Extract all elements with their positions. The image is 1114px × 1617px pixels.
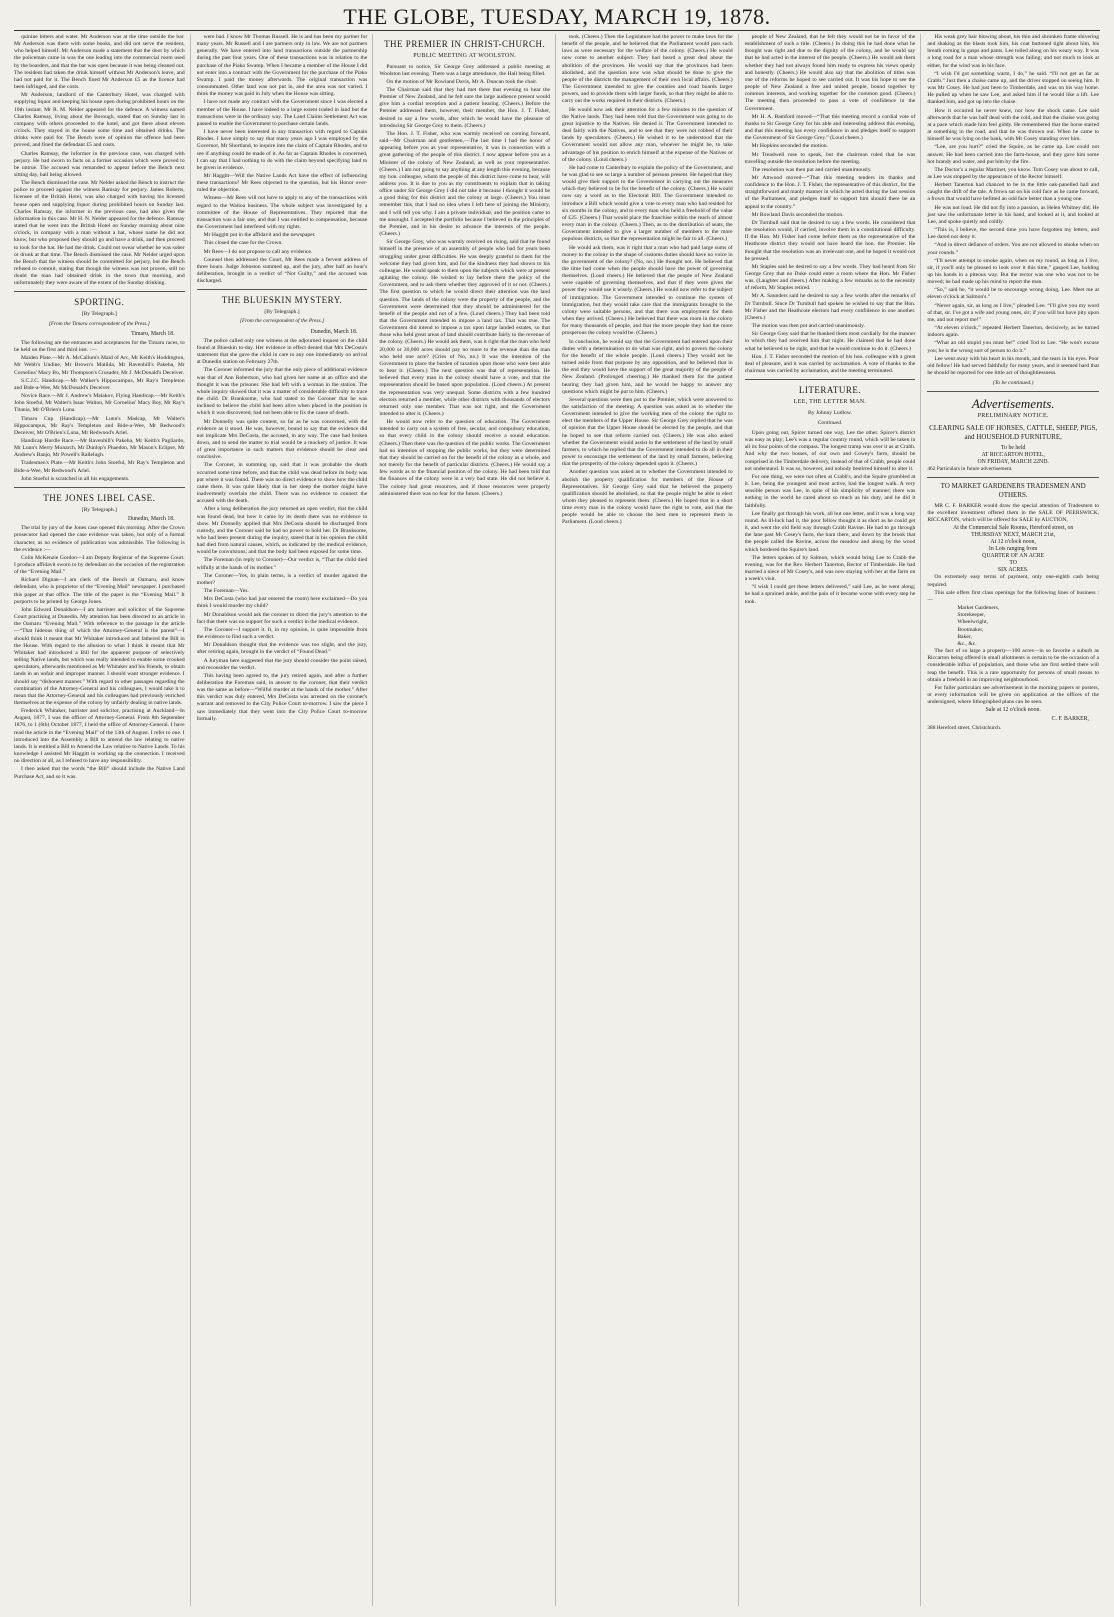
paragraph: The resolution was then put and carried unanimously. <box>751 166 872 173</box>
paragraph: The Bench dismissed the case. Mr Nelder asked the Bench to instruct the police to proceed against the witness Ramsay for perjury. James Roberts, licensee of the British Hotel, was also charged with having his licensed house open and supplying liquor during prohibited hours on Sunday last. Charles Ramsay, the informer in the previous case, had also given the information in this case. Mr H. N. Nelder appeared for the defence. Ramsay stated that he went into the British Hotel on Sunday morning about nine o'clock, in company with a man without a hat, whose name he did not know, but who proposed they should go and have a drink, and then proceed to look for the hat. He had the drink. Could not swear whether he was sober or drunk at that time. The Bench dismissed the case. Mr Nelder urged upon the Bench that the witness should be committed for perjury, but the Bench refused to commit, stating that though the witness was not proven, still no doubt the man had obtained drink in the town that morning, and unfortunately they were aware of the extent of the Sunday drinking. <box>14 180 185 287</box>
column-5 <box>745 34 922 1606</box>
section-rule <box>745 379 916 380</box>
paragraph: Lee went away with his heart in his mouth, and the tears in his eyes. Poor old fellow! He had served faithfully for many years, and it seemed hard that he should be reported for one little act of thoughtlessness. <box>927 355 1099 377</box>
section-subheading: PUBLIC MEETING AT WOOLSTON. <box>413 53 517 59</box>
paragraph: John Stoeful is scratched in all his engagements. <box>21 475 130 482</box>
paragraph: Dr Turnbull said that he desired to say a few words. He considered that the resolution would, if carried, involve them in a constitutional difficulty. If the Hon. Mr Fisher had come before them as the representative of the Heathcote district they would not have heard the hon. the Premier. He thought that the resolution was an irrelevant one, and he hoped it would not be pressed. <box>744 219 916 262</box>
paragraph: The fact of so large a property—100 acres—in so favorite a suburb as Riccarton being offered in small allotments is certain to be the occasion of a considerable influx of population, and those who are first settled there will reap the benefit. This is a rare opportunity for persons of small means to obtain a freehold in an improving neighbourhood. <box>927 648 1099 683</box>
paragraph: Hon. J. T. Fisher seconded the motion of his hon. colleague with a great deal of pleasure, and it was carried by acclamation. A vote of thanks to the chairman was carried by acclamation, and the meeting terminated. <box>744 353 916 375</box>
column-3 <box>379 34 556 1606</box>
paragraph: took. (Cheers.) Then the Legislature had the power to make laws for the benefit of the people, and he believed that the Parliament would pass such laws as were necessary for the welfare of the colony. (Cheers.) He would now come to another subject. They had heard a great deal about the abolition of the provinces. He would say that the provinces had been abolished, and the question now was what should be done to give the people of the districts the management of their own local affairs. (Cheers.) The Government intended to give the counties and road boards larger powers, and to provide them with larger funds, so that they might be able to carry out the works required in their districts. (Cheers.) <box>562 34 733 105</box>
paragraph: “Lee, are you hurt?” cried the Squire, as he came up. Lee could not answer. He had been carried into the farm-house, and they gave him some hot brandy and water, and put him by the fire. <box>927 144 1099 165</box>
column-4 <box>562 34 739 1606</box>
paragraph: people of New Zealand, that he felt they would not be in favor of the establishment of such a title. (Cheers.) In doing this he had done what he thought was right and due to the dignity of the colony, and he would say that he had acted in the interest of the people. (Cheers.) He would ask them whether they had not always found him ready to express his views openly and honestly. (Cheers.) He would also say that the abolition of titles was one of the reforms he hoped to see carried out. It was his hope to see the people of New Zealand a free and united people, bound together by common interests, and working together for the common good. (Cheers.) The meeting then proceeded to pass a vote of confidence in the Government. <box>744 34 916 112</box>
paragraph: Mr Haggitt—Will the Native Lands Act have the effect of influencing these transactions? Mr Rees objected to the question, but his Honor over-ruled the objection. <box>196 172 368 194</box>
paragraph: The police called only one witness at the adjourned inquest on the child found at Blueskin to-day. Her evidence in effect denied that Mrs DeCosta's statement that she gave the child in care to any one immediately on arrival at Dunedin station on February 27th. <box>196 337 368 366</box>
paragraph: The Coroner informed the jury that the only piece of additional evidence was that of Ann Robertson, who had given her name at an office and she thought it was the prisoner. She had left with a woman in the station. The whole inquiry showed that it was a matter of considerable difficulty to trace the child. Dr Branksome, who had stated to the Coroner that he was inclined to believe the child had been alive when placed in the position in which it was discovered, had not been able to fix the cause of death. <box>196 367 368 417</box>
paragraph: The Hon. J. T. Fisher, who was warmly received on coming forward, said—Mr Chairman and gentlemen,—The last time I had the honor of appearing before you as your representative, it was in connection with a great gathering of the people of this district. I now appear before you as a Minister of the colony of New Zealand, as well as your representative. (Cheers.) I am not going to say anything at any length this evening, because my hon. colleague, whom the people of this district have come to hear, will address you. It is due to you as my constituents to explain that in taking office under Sir George Grey I did not take it because I thought it would be a good thing for this district and the colony at large. (Cheers.) You must remember this, that I had no idea when I left here of joining the Ministry, and I will tell you why. I am a private individual, and the position came to me unsought. I accepted the portfolio because I believed in the principles of the Premier, and in his desire to advance the interests of the people. (Cheers.) <box>379 130 550 238</box>
paragraph: Counsel then addressed the Court, Mr Rees made a fervent address of three hours. Judge Johnston summed up, and the jury, after half an hour's deliberation, brought in a verdict of “Not Guilty,” and the accused was discharged. <box>196 256 368 285</box>
paragraph: Several questions were then put to the Premier, which were answered to the satisfaction of the meeting. A question was asked as to whether the Government intended to give the working men of the colony the right to elect the members of the Upper House. Sir George Grey replied that he was of opinion that the Upper House should be elected by the people, and that he hoped to see that reform carried out. (Cheers.) He was also asked whether the Government would assist in the settlement of the land by small farmers, to which he replied that the Government intended to do all in their power to encourage the settlement of the land by small farmers, believing that the prosperity of the colony depended upon it. (Cheers.) <box>562 396 733 468</box>
paragraph: Charles Ramsay, the informer in the previous case, was charged with perjury. He had sworn to facts on a former occasion which were proved to be untrue. The accused was remanded to appear before the Bench next sitting day, bail being allowed. <box>14 150 185 178</box>
paragraph: After a long deliberation the jury returned an open verdict, that the child was found dead, but how it came by its death there was no evidence to show. Mr Donnelly applied that Mrs DeCosta should be discharged from custody, and the Coroner said he had no power to hold her. Dr Branksome, who had been present during the inquiry, stated that in his opinion the child had died from natural causes, which, as indicated by the medical evidence, would be convulsions; and that the body had been exposed for some time. <box>196 506 368 556</box>
paragraph: Frederick Whitaker, barrister and solicitor, practising at Auckland—In August, 1877, I was the officer of Attorney-General. From 8th September 1876, to 1 (6th) October 1877, I held the office of Attorney-General. I have read the article in the “Evening Mail” of the 13th of August. I refer to one. I introduced into the Assembly a Bill to amend the law relating to native lands. It is entitled a Bill to Amend the Law relative to Native Lands. To his knowledge I assisted Mr Haggitt in working up the connection. I received no direction at all, as I refused to have any responsibility. <box>14 708 185 765</box>
correspondent-note: [From the correspondent of the Press.] <box>239 318 325 325</box>
paragraph: He had come to Canterbury to explain the policy of the Government, and he was glad to see so large a number of persons present. He hoped that they would give their support to the Government in carrying out the measures which they believed to be for the benefit of the colony. (Cheers.) He would now say a word as to the Electoral Bill. The Government intended to introduce a Bill which would give a vote to every man who had resided for six months in the colony, and to every man who held a freehold of the value of £25. (Cheers.) That would place the franchise within the reach of almost every man in the colony. (Cheers.) Then, as to the distribution of seats, the Government intended to give a larger number of members to the more populous districts, so that the representation might be fair to all. (Cheers.) <box>562 164 733 243</box>
ad-line: ON FRIDAY, MARCH 22ND. <box>977 458 1049 465</box>
ad-line: TO <box>1009 560 1017 567</box>
ad-line: Sale at 12 o'clock noon. <box>985 707 1041 714</box>
paragraph: S.C.J.C. Handicap.—Mr Walker's Hippocampus, Mr Ray's Templeton and Bide-a-Wee, Mr McDonald's Deceiver. <box>14 377 185 391</box>
page-columns <box>14 34 1104 1606</box>
ad-clearing-sale-heading: CLEARING SALE OF HORSES, CATTLE, SHEEP, PIGS, and HOUSEHOLD FURNITURE, <box>929 423 1098 441</box>
ad-line: AT RICCARTON HOTEL, <box>981 451 1045 458</box>
paragraph: “What an old stupid you must be!” cried Tod to Lee. “He won't excuse you; he is the wrong sort of person to do it.” <box>927 340 1099 354</box>
section-heading-premier: THE PREMIER IN CHRIST-CHURCH. <box>384 39 546 49</box>
list-item: Market Gardeners, <box>957 605 1000 612</box>
paragraph: Tradesmen's Plate.—Mr Keith's John Stoeful, Mr Ray's Templeton and Bide-a-Wee, Mr Redwood's Ariel. <box>14 460 185 474</box>
paragraph: I have never been interested in any transaction with regard to Captain Rhodes. I have simply to say that many years ago I was employed by the Governor, Mr Shortland, to inquire into the claim of Captain Rhodes, and to see if anything could be made of it. As far as Captain Rhodes is concerned, I can say that I had nothing to do with the claim beyond specifying land to be given in evidence. <box>196 129 368 171</box>
paragraph: A Juryman here suggested that the jury should consider the point raised, and reconsider the verdict. <box>196 657 368 671</box>
paragraph: “Never again, sir, as long as I live,” pleaded Lee. “I'll give you my word of that, sir. I've got a wife and young ones, sir; if you will but have pity upon me, and not report me!” <box>927 302 1099 323</box>
section-heading-blueskin-mystery: THE BLUESKIN MYSTERY. <box>221 295 343 306</box>
telegraph-byline: [By Telegraph.] <box>81 506 117 513</box>
paragraph: Mrs DeCosta (who had just entered the room) here exclaimed—Do you think I would murder my child? <box>196 596 368 610</box>
paragraph: Mr Hopkins seconded the motion. <box>751 143 828 150</box>
telegraph-byline: [By Telegraph.] <box>264 309 300 316</box>
paragraph: “I'll never attempt to smoke again, when on my round, as long as I live, sir, if you'll only be pleased to look over it this time,” gasped Lee, holding up his hands in a piteous way. But the rector was one who was not to be moved; he had made up his mind to report the man. <box>927 257 1099 286</box>
preliminary-notice: PRELIMINARY NOTICE. <box>977 413 1049 420</box>
paragraph: “I wish I'd got something warm, I do,” he said. “I'll not get as far as Crabb.” Just then a chaise came up, and the driver stopped on seeing him. It was Mr Cosey. He had just been to Timberdale, and was on his way home. He pulled up when he saw Lee, and asked him if he would like a lift. Lee thanked him, and got up into the chaise. <box>927 70 1099 106</box>
paragraph: For one thing, we were not often at Crabb's, and the Squire grumbled at it. Lee, being the youngest and most active, had the longest walk. A very sensible person was Lee, in spite of his simplicity of manner; there was nothing in the world he cared about so much as his duty, and he did it faithfully. <box>744 473 916 509</box>
paragraph: On extremely easy terms of payment, only one-eighth cash being required. <box>927 574 1099 588</box>
paragraph: Mr A. Saunders said he desired to say a few words after the remarks of Dr Turnbull. Since Dr Turnbull had spoken he wished to say that the Hon. Mr Fisher and the Heathcote electors had every confidence in one another. (Cheers.) <box>744 293 916 321</box>
ad-line: At the Commercial Sale Rooms, Hereford street, on <box>953 525 1074 532</box>
paragraph: Mr Donaldson would ask the coroner to direct the jury’s attention to the fact that there was no support for such a verdict in the medical evidence. <box>196 611 368 625</box>
paragraph: Mr H. A. Bamford moved—“That this meeting record a cordial vote of thanks to Sir George Grey for his able and interesting address this evening, and that this meeting has every confidence in and pledges itself to support the Government of Sir George Grey.” (Loud cheers.) <box>744 113 916 142</box>
paragraph: This closed the case for the Crown. <box>203 240 283 247</box>
telegraph-byline: [By Telegraph.] <box>81 311 117 318</box>
paragraph: Pursuant to notice, Sir George Grey addressed a public meeting at Woolston last evening. There was a large attendance, the Hall being filled. <box>379 63 550 77</box>
continued-note: Continued. <box>817 419 843 426</box>
paragraph: The Coroner—I support it. It, in my opinion, is quite impossible from the evidence to find such a verdict. <box>196 626 368 641</box>
paragraph: The Coroner, in summing up, said that it was probable the death occurred some time before, and that the child was dead before its body was put where it was found. There was no direct evidence to show how the child came there. It was quite likely that in her sleep the mother might have inadvertently overlain the child. There was no evidence to connect the accused with the death. <box>196 462 368 505</box>
paragraph: He would ask them, was it right that a man who had paid large sums of money to the colony in the shape of customs duties should have no voice in the government of the colony? (No, no.) He thought not. He believed that the time had come when the people should have the power of governing themselves. (Loud cheers.) He believed that the people of New Zealand were capable of governing themselves, and that if they were given the power they would use it wisely. (Cheers.) He would now refer to the subject of immigration. The Government intended to continue the system of immigration, but they would take care that the immigrants brought to the colony were suitable persons, and that there was employment for them when they arrived. (Cheers.) He believed that there was room in the colony for many thousands of people, and that the more people they had the more prosperous the colony would be. (Cheers.) <box>562 244 733 337</box>
paragraph: He would now ask their attention for a few minutes to the question of the Native lands. They had been told that the Government was going to do great injustice to the Natives. He denied it. The Government intended to deal fairly with the Natives, and to see that they were not robbed of their lands by speculators. (Cheers.) He wished it to be understood that the Government would not allow any man, whoever he might be, to take advantage of his position to enrich himself at the expense of the Natives or of the colony. (Loud cheers.) <box>562 106 733 163</box>
paragraph: The trial by jury of the Jones case opened this morning. After the Crown prosecutor had opened the case evidence was taken, but only of a formal character, as no evidence of publication was admissible. The following is the evidence :— <box>14 525 185 553</box>
paragraph: Sir George Grey said that he thanked them most cordially for the manner in which they had received him that night. He claimed that he had done what he believed to be right, and that he would continue to do it. (Cheers.) <box>744 331 916 352</box>
column-6 <box>927 34 1104 1606</box>
paragraph: Mr Treadwell rose to speak, but the chairman ruled that he was travelling outside the resolution before the meeting. <box>744 151 916 165</box>
paragraph: Mr Donaldson thought that the evidence was too slight, and the jury, after retiring again, brought in the verdict of “Found Dead.” <box>196 642 368 656</box>
paragraph: How it occurred he never knew, nor how the shock came. Lee said afterwards that he was half dead with the cold, and that the chaise was going at a pace which made him feel giddy. He remembered that the horse started at something in the road, and that he was thrown out. When he came to himself he was lying on the bank, with Mr Cosey standing over him. <box>927 107 1099 143</box>
paragraph: “I wish I could get these letters delivered,” said Lee, as he went along; he had a sprained ankle, and the pain of it became worse with every step he took. <box>744 584 916 605</box>
paragraph: Colin McKenzie Gordon—I am Deputy Registrar of the Supreme Court. I produce affidavit sworn to by defendant on the occasion of the registration of the “Evening Mail.” <box>14 554 185 576</box>
paragraph: Mr Donnelly was quite content, so far as he was concerned, with the evidence as it stood. He was, however, bound to say that the evidence did not implicate Mrs DeCosta, the accused, in any way. The case had broken down, and to send the matter to trial would be a mockery of justice. It was of great importance in such matters that evidence should be clear and conclusive. <box>196 418 368 461</box>
section-rule <box>927 477 1099 478</box>
paragraph: “This is, I believe, the second time you have forgotten my letters, and Lee dared not deny it. <box>927 227 1099 241</box>
paragraph: Upon going out, Spicer turned one way, Lee the other. Spicer's district was easy as play; Lee's was a regular country round, which will be taken in all its four points of the compass. The longest tramp was over it as at Crabb. And why the two bosses, of our own and Cowey's farm, should be comprised in the Timberdale delivery, instead of that of Crabb, people could not understand. It was so, however, and nobody bestirred himself to alter it. <box>744 430 916 472</box>
paragraph: Herbert Tanerton had chanced to be in the little oak-panelled hall and caught the drift of the tale. A frown sat on his cold face as he came forward, a frown that would have befitted an odd face better than a young one. <box>927 182 1099 203</box>
paragraph: The following are the entrances and acceptances for the Timaru races, to be held on the first and third inst. :— <box>14 339 185 354</box>
paragraph: The Coroner—Yes, in plain terms, is a verdict of murder against the mother? <box>196 572 368 586</box>
to-be-continued-note: (To be continued.) <box>992 380 1034 387</box>
paragraph: “At eleven o'clock,” repeated Herbert Tanerton, decisively, as he turned indoors again. <box>927 325 1099 339</box>
paragraph: This having been agreed to, the jury retired again, and after a further deliberation the Foreman said, in answer to the coroner, that their verdict was the same as before—“Wilful murder at the hands of the mother.” After this verdict was duly entered, Mrs DeCosta was arrested on the coroner's warrant and removed to the City Police Court to-morrow. I saw the piece I saw immediately that they went into the City Police Court to-morrow formally. <box>196 672 368 722</box>
section-heading-libel-case: THE JONES LIBEL CASE. <box>43 492 156 503</box>
paragraph: The Chairman said that they had met there that evening to hear the Premier of New Zealand, and he felt sure the large audience present would give him a cordial reception and a patient hearing. (Cheers.) Before the Premier addressed them, however, their member, the Hon. J. T. Fisher, desired to say a few words, after which he would have the pleasure of introducing Sir George Grey to them. (Cheers.) <box>379 86 550 129</box>
paragraph: Mr Staples said he desired to say a few words. They had heard from Sir George Grey that no Duke could enter a room where the Hon. Mr Fisher was. (Laughter and cheers.) After making a few remarks as to the necessity of reform, Mr Staples retired. <box>744 263 916 292</box>
paragraph: quinine bitters and water. Mr Anderson was at the time outside the bar. Mr Anderson was there with some books, and did not serve the resident, who helped himself. Mr Anderson made a statement that the door by which the policeman came in was the one leading into the commercial room used by the boarders, and that the bar was open because it was being cleaned out. The resident had taken the drink himself without Mr Anderson's leave, and had not paid for it. The Bench fined Mr Anderson £5 as the licence had been infringed, and the costs. <box>14 34 185 91</box>
paragraph: He was not loud. He did not fly into a passion, as Helen Whitney did. He just saw the unfortunate letter in his hand, and looked at it, and looked at Lee, and spoke quietly and coldly. <box>927 204 1099 225</box>
paragraph: Mr Attwood moved—“That this meeting tenders its thanks and confidence to the Hon. J. T. Fisher, the representative of this district, for the straightforward and manly manner in which he acted during the last session of the Parliament, and pledges itself to support him should there be an appeal to the country.” <box>744 174 916 210</box>
paragraph: For fuller particulars see advertisement in the morning papers or posters, or every information will be given on application at the offices of the undersigned, where lithographed plans can be seen. <box>927 684 1099 706</box>
dateline: Dunedin, March 18. <box>127 516 175 523</box>
column-2 <box>197 34 374 1606</box>
masthead-rule <box>14 30 1100 31</box>
list-item: Baker, <box>957 633 972 640</box>
ad-line: THURSDAY NEXT, MARCH 21st, <box>971 532 1056 539</box>
ad-reference: 388 Hereford street, Christchurch. <box>927 725 1002 732</box>
paragraph: Timaru Cup (Handicap).—Mr Lunn's Madcap, Mr Walter's Hippocampus, Mr Ray's Templeton and Bide-a-Wee, Mr Redwood's Deceiver, Mr O'Brien's Luna, Mr Redwood's Ariel. <box>14 415 185 436</box>
paragraph: The Foreman (in reply to Coroner)—Our verdict is, “That the child died wilfully at the hands of its mother.” <box>196 557 368 571</box>
paragraph: This sale offers first class openings for the following lines of business :— <box>927 589 1099 603</box>
paragraph: Mr Haggitt put in the affidavit and the newspaper. <box>203 232 316 239</box>
section-heading-literature: LITERATURE. <box>798 385 862 396</box>
paragraph: Mr Rowland Davis seconded the motion. <box>751 211 844 218</box>
paragraph: The motion was then put and carried unanimously. <box>751 323 866 330</box>
column-1 <box>14 34 191 1606</box>
newspaper-masthead: THE GLOBE, TUESDAY, MARCH 19, 1878. <box>343 4 771 29</box>
paragraph: The letters spoken of by Salmon, which would bring Lee to Crabb the evening, was for the Rev. Herbert Tanerton, Rector of Timberdale. He had married a niece of Mr Cosey's, and was now staying with her at the farm on a week's visit. <box>744 554 916 583</box>
paragraph: He would now refer to the question of education. The Government intended to carry out a system of free, secular, and compulsory education, so that every child in the colony should receive a sound education. (Cheers.) Then there was the question of the public works. The Government had no intention of stopping the public works, but they were determined that they should be carried on for the benefit of the colony as a whole, and not merely for the benefit of particular districts. (Cheers.) He would say a few words as to the financial position of the colony. He had been told that the finances of the colony were in a very bad state. He did not believe it. The colony had great resources, and if those resources were properly administered there was no fear for the future. (Cheers.) <box>379 419 550 497</box>
paragraph: Lee finally got through his work, all but one letter, and it was a long way round. As ill-luck had it, the poor fellow thought it as short as he could get it, and went the old field way through Crabb Ravine. He had to go through the lane past Mr Cosey's farm, the barn there, and down by the brook that the people called the Ravine, across the meadow and along by the wood which bordered the Squire's land. <box>744 510 916 553</box>
paragraph: Mr Rees—I do not propose to call any evidence. <box>203 248 313 255</box>
paragraph: Novice Race.—Mr J. Andrew's Malakov, Flying Handicap.—Mr Keith's John Stoeful, Mr Walter's Isaac Walton, Mr Cornelius' Macy Boy, Mr Ray's Titania, Mr O'Brien's Luna. <box>14 393 185 414</box>
paragraph: I have not made any contract with the Government since I was elected a member of the House. I have indeed to a large extent traded in land but the transactions were in the ordinary way. The Land Claims Settlement Act was passed to enable the Government to purchase certain lands. <box>196 99 368 127</box>
paragraph: “And in direct defiance of orders. You are not allowed to smoke when on your rounds.” <box>927 242 1099 256</box>
dateline: Timaru, March 18. <box>131 330 175 337</box>
paragraph: Another question was asked as to whether the Government intended to abolish the property qualification for members of the House of Representatives. Sir George Grey said that he believed the property qualification should be abolished, so that the people might be able to elect whom they pleased to represent them. (Cheers.) He hoped that in a short time every man in the colony would have the right to vote, and that the people would be able to choose the best men to represent them in Parliament. (Loud cheers.) <box>562 469 733 526</box>
ad-line: QUARTER OF AN ACRE <box>982 553 1045 560</box>
section-heading-sporting: SPORTING. <box>74 297 125 308</box>
paragraph: The Doctor's a regular Martinet, you know. Tom Cosey was about to call, as Lee was stopped by the appearance of the Rector himself. <box>927 166 1099 180</box>
story-title: LEE, THE LETTER MAN. <box>793 399 867 406</box>
ad-line: In Lots ranging from <box>988 546 1038 553</box>
paragraph: MR C. F. BARKER would draw the special attention of Tradesmen to the excellent investment offered them in the SALE OF PEERSWICK, RICCARTON, which will be offered for SALE by AUCTION, <box>927 503 1099 524</box>
story-author: By Johnny Ludlow. <box>808 409 852 416</box>
ad-line: At 12 o'clock noon, <box>990 539 1036 546</box>
list-item: Storekeeper, <box>957 612 986 619</box>
paragraph: The Foreman—Yes. <box>203 588 249 595</box>
paragraph: Mr Anderson, landlord of the Canterbury Hotel, was charged with supplying liquor and keeping his house open during prohibited hours on the 10th instant. Mr R. M. Nelder appeared for the defence. A witness named Charles Ramsay, living about the Borough, stated that on Sunday last in company with others proceeded to the hotel, and got there about eleven o'clock. They stayed in the house some time and obtained drinks. The drinks were paid for. The Bench were of opinion the offence had been proved, and fined the defendant £5 and costs. <box>14 92 185 149</box>
section-rule <box>14 291 185 292</box>
section-rule <box>197 289 368 290</box>
paragraph: Handicap Hurdle Race.—Mr Ravenhill's Pakeha, Mr Keith's Pagliardo, Mr Lunn's Merry Monarch, Mr Dunlop's Phaedon, Mr Mason's Eclipse, Mr Andrew's Banjo, Mr Powell's Rallelugh. <box>14 437 185 459</box>
paragraph: were bad. I know Mr Thomas Russell. He is and has been my partner for many years. Mr Russell and I are partners only in law. We are not partners generally. We have entered into land transactions outside the partnership during the past four years. One of these transactions was in relation to the purchase of the Piako Swamp. When I became a member of the House I did not enter into a contract with the Government for the purchase of the Piako Swamp. I paid the money afterwards. The original transaction was consummated. Other land was not put in, and the area was not varied. I think the money was paid in July when the House was sitting. <box>196 34 368 98</box>
ad-line: SIX ACRES. <box>997 567 1029 574</box>
paragraph: John Edward Donaldson—I am barrister and solicitor of the Supreme Court practising at Dunedin. My attention has been directed to an article in the Oamaru “Evening Mail.” With reference to the passage in the article—“That hideous thing of which the Attorney-General is the parent”—I should think it meant that Mr Whitaker introduced and fathered the Bill in the House. With regard to the allusion to what I think it meant that Mr Whitaker had introduced a Bill for the apparent purpose of selectively selling Native lands, but which was really intended to enable some crooked speculators, afterwards mentioned as Mr Whitaker and his friends, to obtain lands in an unfair and improper manner. I should want stronger evidence. I should say “dishonest manner.” With regard to other passages regarding the combination of the Attorney-General and his colleagues, I would take it to mean that the Attorney-General and his colleagues had previously enriched themselves at the expense of the colony by unfairly dealing in native lands. <box>14 606 185 706</box>
paragraph: Maiden Plate.—Mr A. McCallum's Maid of Arc, Mr Keith's Hoddington, Mr Webb's Undine, Mr Brown's Matilda, Mr Ravenhill's Pakeha, Mr Cornelius' Macy Bo, Mr Thompson's Crusader, Mr J. McDonald's Deceiver. <box>14 355 185 376</box>
ad-signature: C. F. BARKER, <box>1051 716 1089 723</box>
section-rule <box>927 391 1099 392</box>
paragraph: Sir George Grey, who was warmly received on rising, said that he found himself in the presence of an assembly of people who had for years been struggling under great difficulties. He was deeply grateful to them for the welcome they had given him, and for the kindness they had shown to his colleague. He would speak to them upon the subjects which were at present agitating the colony. He wished to lay before them the policy of the Government, and to ask them whether they approved of it or not. (Cheers.) The first question to which he would direct their attention was the land question. The lands of the colony were the property of the people, and the Government were determined that they should be administered for the benefit of the people and not of a few. (Loud cheers.) They had been told that the Government intended to impose a land tax. That was true. The Government did intend to impose a tax upon large landed estates, so that those who held great areas of land should contribute fairly to the revenue of the colony. (Cheers.) He would ask them, was it right that the man who held 20,000 or 30,000 acres should pay no more to the revenue than the man who held one acre? (Cries of No, no.) It was the intention of the Government to place the burden of taxation upon those who were best able to bear it. (Cheers.) The next question was that of representation. He believed that every man in the colony should have a vote, and that the representation should be based upon population. (Loud cheers.) At present the representation was very unequal. Some districts with a few hundred electors returned a member, while other districts with thousands of electors returned only one member. That was not right, and the Government intended to alter it. (Cheers.) <box>379 239 550 417</box>
correspondent-note: [From the Timaru correspondent of the Press.] <box>48 320 150 327</box>
ad-line: To be held <box>1000 444 1026 451</box>
list-item: &c., &c. <box>957 640 977 647</box>
paragraph: “So,” said he, “it would be to encourage wrong doing, Lee. Meet me at eleven o'clock at Salmon's.” <box>927 287 1099 301</box>
paragraph: His weak grey hair blowing about, his thin and shrunken frame shivering and shaking as the blasts took him, his coat buttoned tight about him, his breath coming in gasps and pants. Lee toiled along on his weary way. It was a long road for a man whose strength was failing; and not much to look at either, for the wind was in his face. <box>927 34 1099 69</box>
paragraph: In conclusion, he would say that the Government had entered upon their duties with a determination to do what was right, and to govern the colony for the benefit of the whole people. (Loud cheers.) They would not be turned aside from that purpose by any opposition, and he believed that in the end they would have the support of the great majority of the people of New Zealand. (Prolonged cheering.) He thanked them for the patient hearing they had given him, and he would be happy to answer any questions which might be put to him. (Cheers.) <box>562 338 733 395</box>
advertisements-heading: Advertisements. <box>971 396 1055 412</box>
dateline: Dunedin, March 18. <box>310 328 358 335</box>
list-item: Wheelwright, <box>957 619 988 626</box>
ad-market-gardeners-heading: TO MARKET GARDENERS TRADESMEN AND OTHERS. <box>940 482 1086 499</box>
paragraph: Witness—Mr Rees will not have to apply to any of the transactions with regard to the Waitoa business. The whole subject was investigated by a committee of the House of Representatives. They reported that the transaction was a fair one, and that I was entitled to compensation, because the Government had interfered with my rights. <box>196 195 368 231</box>
paragraph: I then asked that the words “the Bill” should include the Native Land Purchase Act, and so it was. <box>14 766 185 780</box>
paragraph: Richard Dignan—I am clerk of the Bench at Oamaru, and know defendant, who is proprietor of the “Evening Mail” newspaper. I purchased this paper at that office. The title of the paper is the “Evening Mail.” It purports to be printed by George Jones. <box>14 577 185 605</box>
section-rule <box>14 487 185 488</box>
list-item: Bootmaker, <box>957 626 984 633</box>
ad-reference: 462 Particulars in future advertisement. <box>927 465 1013 472</box>
paragraph: On the motion of Mr Rowland Davis, Mr A. Duncan took the chair. <box>386 78 538 85</box>
